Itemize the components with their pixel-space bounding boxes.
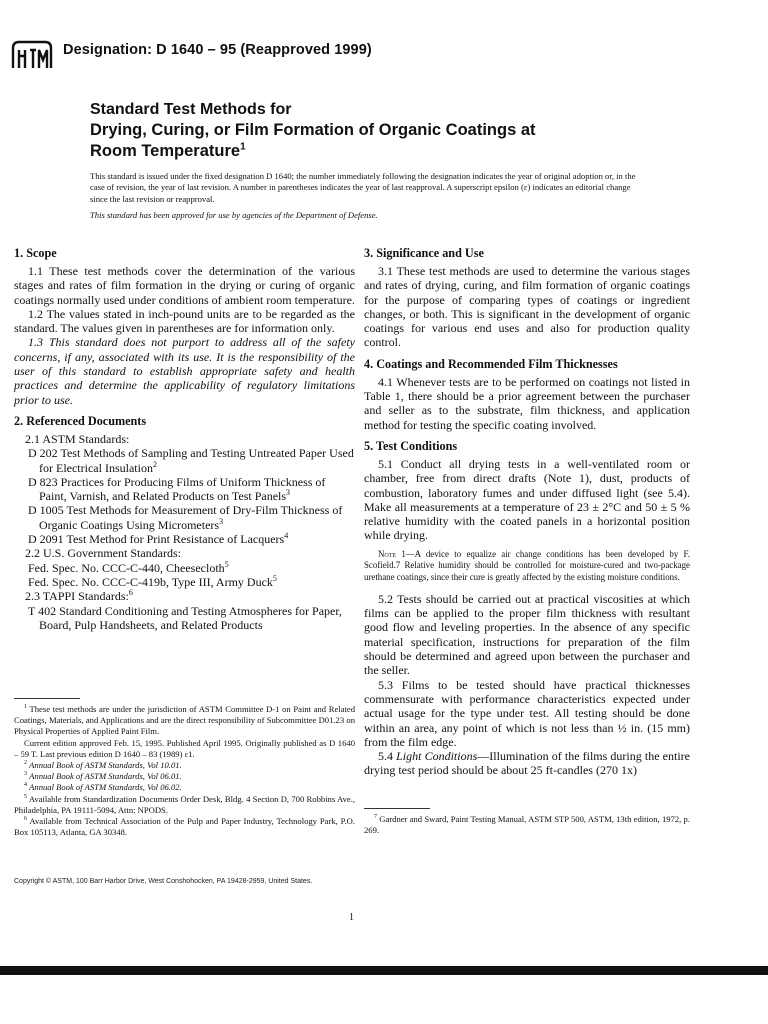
ref-d823: D 823 Practices for Producing Films of Uniform Thickness of Paint, Varnish, and Related Products on Test Panels$^3$ — [28, 474, 326, 504]
intro-notice — [90, 171, 650, 226]
right-column — [364, 246, 690, 778]
title-line-3: Room Temperature$^1$ — [90, 141, 246, 160]
title-footnote-mark: 1 — [240, 141, 246, 153]
footnote-1: $^1$ These test methods are under the jurisdiction of ASTM Committee D-1 on Paint and Related Coatings, Materials, and Applications and are the direct responsibility of Subcommittee D01.23 on Physical Properties of Applied Paint Film. — [14, 704, 356, 737]
footnote-1-edition: Current edition approved Feb. 15, 1995. Published April 1995. Originally published as D 1640 – 59 T. Last previous edition D 1640 – 83 (1989) ε1. — [14, 737, 355, 759]
section-significance-heading: 3. Significance and Use — [364, 246, 484, 260]
para-4-1: 4.1 Whenever tests are to be performed on coatings not listed in Table 1, there should be a prior agreement between the purchaser and seller as to the substrate, film thickness, and application method for testing the specific coating involved. — [364, 374, 690, 432]
page-number: 1 — [349, 912, 354, 923]
para-1-1: 1.1 These test methods cover the determination of the various stages and rates of film formation in the drying or curing of organic coatings normally used under conditions of ambient room temperature. — [14, 264, 355, 307]
subsection-2-3: 2.3 TAPPI Standards:$^6$ — [25, 588, 133, 604]
section-coatings-heading: 4. Coatings and Recommended Film Thicknesses — [364, 356, 618, 371]
ref-t402: T 402 Standard Conditioning and Testing Atmospheres for Paper, Board, Pulp Handsheets, and Related Products — [28, 603, 342, 632]
para-1-3: 1.3 This standard does not purport to address all of the safety concerns, if any, associated with its use. It is the responsibility of the user of this standard to establish appropriate safety and health practices and determine the applicability of regulatory limitations prior to use. — [14, 335, 355, 407]
footnote-7: $^7$ Gardner and Sward, Paint Testing Manual, ASTM STP 500, ASTM, 13th edition, 1972, p. 269. — [364, 814, 690, 836]
para-1-2: 1.2 The values stated in inch-pound units are to be regarded as the standard. The values given in parentheses are for information only. — [14, 306, 355, 336]
footnotes-right — [364, 808, 690, 836]
para-5-2: 5.2 Tests should be carried out at practical viscosities at which films can be applied to the proper film thickness with resultant good flow and leveling properties. In the absence of any specific material specification, instructions for preparation of the film should be determined and agreed upon between the purchaser and the seller. — [364, 591, 690, 678]
ref-d202: D 202 Test Methods of Sampling and Testing Untreated Paper Used for Electrical Insulation$^2$ — [28, 446, 354, 475]
section-conditions-heading: 5. Test Conditions — [364, 438, 458, 453]
subsection-2-1: 2.1 ASTM Standards: — [25, 431, 130, 446]
title-line-1: Standard Test Methods for — [90, 101, 292, 118]
title-block — [90, 100, 690, 162]
para-3-1: 3.1 These test methods are used to determine the various stages and rates of drying, curing, and film formation of organic coatings for the purpose of comparing types of coatings or ingredient changes, or both. This is significant in the development of organic coatings for various end uses and also for production quality control. — [364, 264, 690, 350]
footnote-6: $^6$ Available from Technical Association of the Pulp and Paper Industry, Technology Park, P.O. Box 105113, Atlanta, GA 30348. — [14, 816, 355, 838]
section-refdocs-heading: 2. Referenced Documents — [14, 413, 147, 428]
title-line-2: Drying, Curing, or Film Formation of Organic Coatings at — [90, 121, 536, 139]
ref-fed-419b: Fed. Spec. No. CCC-C-419b, Type III, Army Duck$^5$ — [28, 573, 277, 589]
footnote-2: $^2$ Annual Book of ASTM Standards, Vol 10.01. — [24, 760, 182, 771]
left-column — [14, 246, 355, 632]
section-scope-heading: 1. Scope — [14, 246, 57, 260]
footnote-4: $^4$ Annual Book of ASTM Standards, Vol 06.02. — [24, 782, 182, 793]
note-1: Note 1—A device to equalize air change conditions has been developed by F. Scofield.7 Relative humidity should be controlled for moisture-cured and two-package urethane coatings, since their cure is greatly affected by the existing moisture conditions. — [364, 548, 690, 583]
para-5-3: 5.3 Films to be tested should have practical thicknesses commensurate with performance characteristics expected under actual usage for the type under test. All testing should be done within an area, any point of which is not less than ½ in. (15 mm) from the film edge. — [364, 677, 690, 749]
issued-notice: This standard is issued under the fixed designation D 1640; the number immediately following the designation indicates the year of original adoption or, in the case of revision, the year of last revision. A number in parentheses indicates the year of last reapproval. A superscript epsilon (ε) indicates an editorial change since the last revision or reapproval. — [90, 171, 636, 204]
footnotes-left — [14, 698, 355, 838]
footnote-3: $^3$ Annual Book of ASTM Standards, Vol 06.01. — [24, 771, 182, 782]
footnote-rule — [14, 698, 80, 699]
para-5-1: 5.1 Conduct all drying tests in a well-ventilated room or chamber, free from direct drafts (Note 1), dust, products of combustion, laboratory fumes and under diffused light (see 5.4). Make all measurements at a temperature of 23 ± 2°C and 50 ± 5 % relative humidity with the coated panels in a horizontal position while drying. — [364, 456, 690, 543]
ref-d1005: D 1005 Test Methods for Measurement of Dry-Film Thickness of Organic Coatings Using Micrometers$^3$ — [28, 503, 343, 532]
para-5-4: 5.4 Light Conditions—Illumination of the films during the entire drying test period should be about 25 ft-candles (270 1x) — [364, 749, 690, 778]
subsection-2-2: 2.2 U.S. Government Standards: — [25, 546, 181, 561]
copyright-notice: Copyright © ASTM, 100 Barr Harbor Drive, West Conshohocken, PA 19428-2959, United States. — [14, 878, 313, 885]
ref-d2091: D 2091 Test Method for Print Resistance of Lacquers$^4$ — [28, 531, 289, 547]
astm-logo — [9, 38, 55, 72]
ref-fed-440: Fed. Spec. No. CCC-C-440, Cheesecloth$^5$ — [28, 559, 229, 575]
designation: Designation: D 1640 – 95 (Reapproved 1999) — [63, 42, 372, 58]
approved-notice: This standard has been approved for use by agencies of the Department of Defense. — [90, 209, 378, 220]
footnote-rule-right — [364, 808, 430, 809]
bottom-bar — [0, 966, 768, 975]
footnote-5: $^5$ Available from Standardization Documents Order Desk, Bldg. 4 Section D, 700 Robbins Ave., Philadelphia, PA 19111-5094, Attn: NPODS. — [14, 793, 355, 815]
